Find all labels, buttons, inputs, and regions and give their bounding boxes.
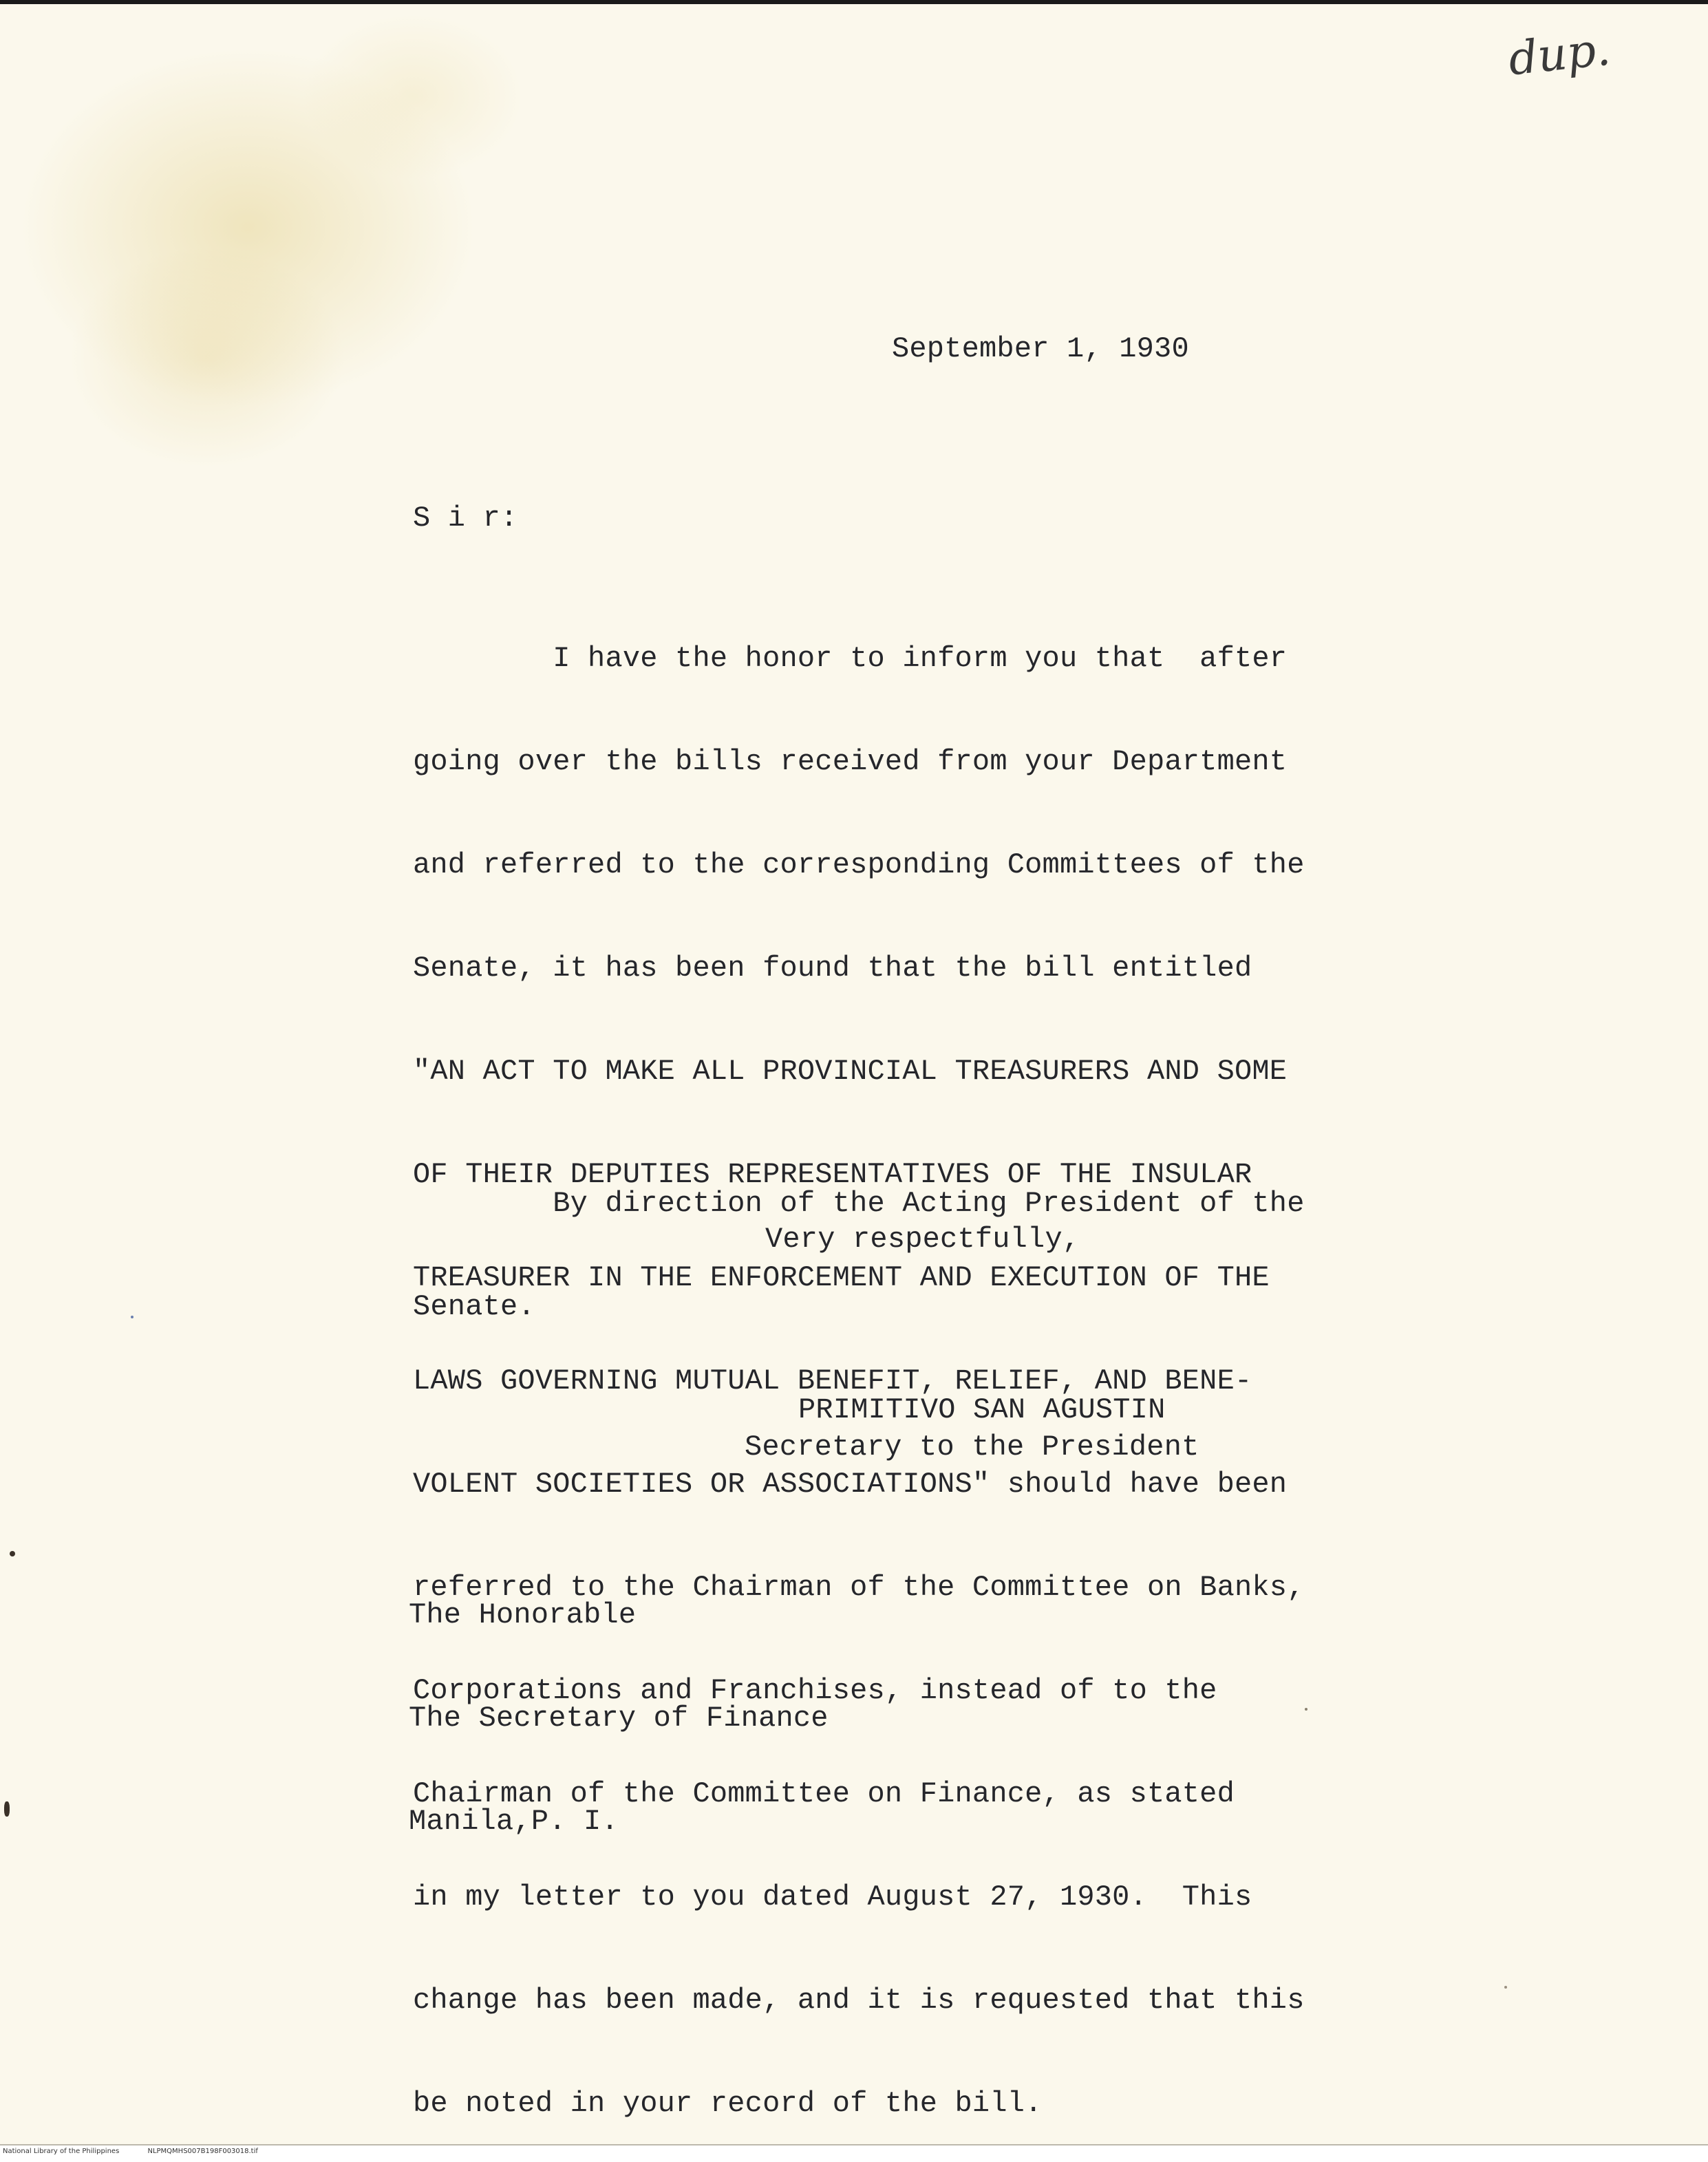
body-line: change has been made, and it is requested that this bbox=[413, 1984, 1305, 2017]
body-line: Chairman of the Committee on Finance, as stated bbox=[413, 1777, 1235, 1810]
closing: Very respectfully, bbox=[765, 1223, 1080, 1256]
paper-speck bbox=[131, 1316, 134, 1318]
body-line: going over the bills received from your Department bbox=[413, 745, 1288, 778]
salutation: S i r: bbox=[413, 502, 518, 535]
scan-top-edge bbox=[0, 0, 1708, 4]
paper-speck bbox=[1305, 1708, 1307, 1711]
addressee-line: The Honorable bbox=[409, 1598, 637, 1631]
handwritten-annotation: dup. bbox=[1506, 22, 1613, 86]
direction-line: Senate. bbox=[413, 1290, 535, 1323]
body-line: in my letter to you dated August 27, 1930. This bbox=[413, 1881, 1252, 1914]
paper-speck bbox=[4, 1801, 10, 1817]
addressee-line: The Secretary of Finance bbox=[409, 1702, 829, 1735]
signatory-name: PRIMITIVO SAN AGUSTIN bbox=[798, 1393, 1166, 1426]
body-line: and referred to the corresponding Committees of the bbox=[413, 848, 1305, 881]
body-line: VOLENT SOCIETIES OR ASSOCIATIONS" should have been bbox=[413, 1468, 1288, 1501]
body-line: LAWS GOVERNING MUTUAL BENEFIT, RELIEF, AND BENE- bbox=[413, 1364, 1252, 1398]
body-line: be noted in your record of the bill. bbox=[413, 2087, 1043, 2120]
direction-line: By direction of the Acting President of the bbox=[413, 1187, 1305, 1220]
body-line: referred to the Chairman of the Committee on Banks, bbox=[413, 1571, 1305, 1604]
body-line: I have the honor to inform you that after bbox=[413, 642, 1288, 675]
scan-footer bbox=[3, 2148, 284, 2155]
paper-speck bbox=[10, 1551, 15, 1556]
signatory-title: Secretary to the President bbox=[745, 1431, 1199, 1464]
letter-date: September 1, 1930 bbox=[892, 332, 1189, 365]
body-line: "AN ACT TO MAKE ALL PROVINCIAL TREASURERS AND SOME bbox=[413, 1055, 1288, 1088]
body-line: Senate, it has been found that the bill entitled bbox=[413, 952, 1252, 985]
body-line: OF THEIR DEPUTIES REPRESENTATIVES OF THE INSULAR bbox=[413, 1158, 1252, 1191]
footer-file-id: NLPMQMHS007B198F003018.tif bbox=[147, 2148, 258, 2155]
footer-institution: National Library of the Philippines bbox=[3, 2148, 120, 2155]
addressee-line: Manila,P. I. bbox=[409, 1805, 619, 1838]
addressee-block bbox=[409, 1529, 829, 1907]
body-line: Corporations and Franchises, instead of to the bbox=[413, 1674, 1217, 1707]
paper-speck bbox=[1504, 1986, 1507, 1989]
body-line: TREASURER IN THE ENFORCEMENT AND EXECUTION OF THE bbox=[413, 1261, 1270, 1294]
